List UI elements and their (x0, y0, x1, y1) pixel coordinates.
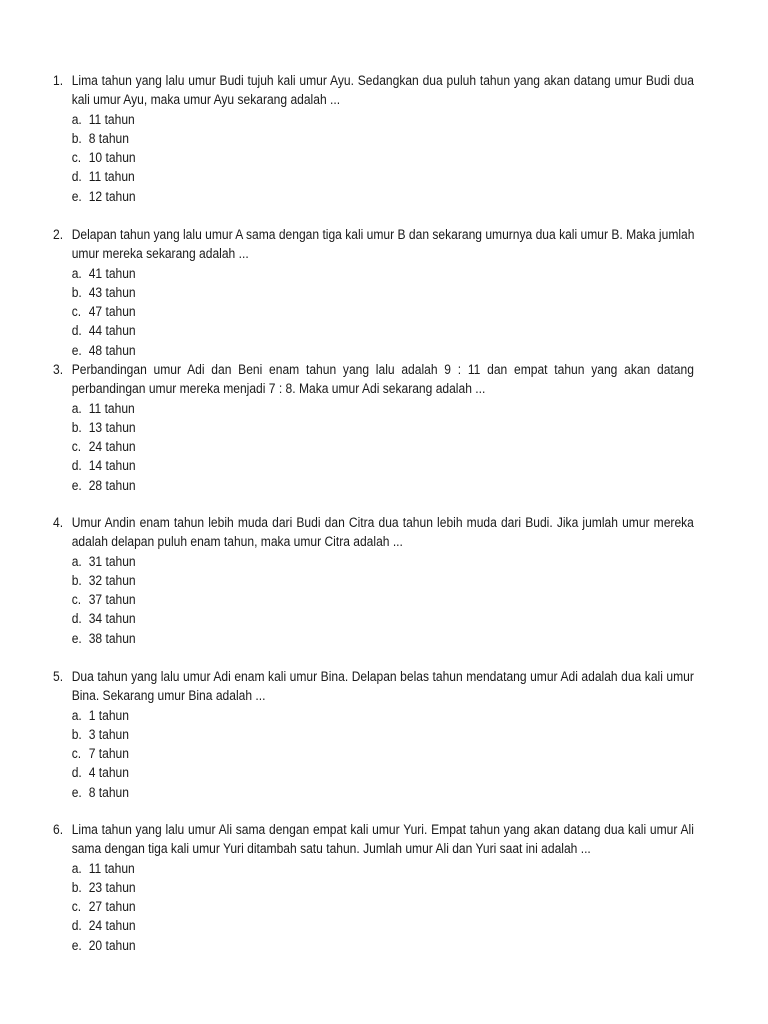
answer-option (72, 572, 694, 591)
answer-option (72, 726, 694, 745)
option-text: 24 tahun (88, 918, 136, 935)
option-letter: d. (71, 323, 82, 340)
option-text: 12 tahun (88, 188, 136, 205)
answer-option (72, 477, 694, 496)
option-letter: e. (71, 784, 82, 801)
option-text: 31 tahun (88, 553, 136, 570)
answer-option (72, 284, 694, 303)
question-text-line-1: Umur Andin enam tahun lebih muda dari Budi dan Citra dua tahun lebih muda dari Budi. Jika jumlah umur mereka (71, 515, 694, 531)
option-letter: b. (71, 419, 82, 436)
option-letter: a. (71, 400, 82, 417)
answer-option (72, 630, 694, 649)
option-text: 27 tahun (88, 899, 136, 916)
option-letter: a. (71, 265, 82, 282)
option-letter: b. (71, 879, 82, 896)
option-text: 28 tahun (88, 477, 136, 494)
answer-option (72, 745, 694, 764)
answer-option (72, 400, 694, 419)
question-number: 6. (53, 822, 64, 838)
option-letter: d. (71, 458, 82, 475)
answer-option (72, 707, 694, 726)
option-letter: c. (71, 150, 82, 167)
option-letter: b. (71, 726, 82, 743)
option-text: 48 tahun (88, 342, 136, 359)
option-letter: d. (71, 765, 82, 782)
answer-option (72, 591, 694, 610)
question-number: 3. (53, 362, 64, 378)
option-text: 38 tahun (88, 630, 136, 647)
option-letter: a. (71, 860, 82, 877)
option-text: 8 tahun (88, 784, 129, 801)
option-text: 4 tahun (88, 765, 129, 782)
option-text: 23 tahun (88, 879, 136, 896)
option-letter: e. (71, 342, 82, 359)
question-text-line-1: Perbandingan umur Adi dan Beni enam tahun yang lalu adalah 9 : 11 dan empat tahun yang akan datang (71, 362, 694, 378)
question-4 (53, 514, 694, 649)
option-letter: c. (71, 592, 82, 609)
answer-option (72, 553, 694, 572)
question-2 (53, 226, 694, 361)
question-6 (53, 821, 694, 956)
option-text: 34 tahun (88, 611, 136, 628)
option-text: 1 tahun (88, 707, 129, 724)
option-letter: e. (71, 188, 82, 205)
option-letter: a. (71, 111, 82, 128)
option-text: 24 tahun (88, 439, 136, 456)
question-text-line-2: Bina. Sekarang umur Bina adalah ... (71, 688, 266, 705)
option-letter: d. (71, 169, 82, 186)
option-text: 11 tahun (88, 400, 135, 417)
question-number: 1. (53, 73, 64, 89)
answer-option (72, 610, 694, 629)
question-text-line-2: umur mereka sekarang adalah ... (71, 246, 249, 263)
option-text: 3 tahun (88, 726, 129, 743)
answer-option (72, 342, 694, 361)
answer-option (72, 149, 694, 168)
option-text: 44 tahun (88, 323, 136, 340)
option-letter: a. (71, 707, 82, 724)
question-text-line-1: Lima tahun yang lalu umur Ali sama dengan empat kali umur Yuri. Empat tahun yang akan datang dua kali umur Ali (71, 822, 694, 838)
question-number: 5. (53, 669, 64, 685)
answer-option (72, 322, 694, 341)
option-text: 10 tahun (88, 150, 136, 167)
answer-option (72, 879, 694, 898)
question-5 (53, 668, 694, 803)
answer-option (72, 860, 694, 879)
question-text-line-2: kali umur Ayu, maka umur Ayu sekarang adalah ... (71, 92, 341, 109)
option-text: 47 tahun (88, 304, 136, 321)
option-text: 43 tahun (88, 284, 136, 301)
answer-option (72, 457, 694, 476)
option-text: 7 tahun (88, 746, 129, 763)
answer-option (72, 764, 694, 783)
option-text: 11 tahun (88, 111, 135, 128)
option-text: 20 tahun (88, 937, 136, 954)
answer-option (72, 111, 694, 130)
option-text: 41 tahun (88, 265, 136, 282)
option-text: 32 tahun (88, 572, 136, 589)
answer-option (72, 265, 694, 284)
question-text-line-2: sama dengan tiga kali umur Yuri ditambah satu tahun. Jumlah umur Ali dan Yuri saat ini adalah ... (71, 841, 591, 858)
option-letter: c. (71, 304, 82, 321)
answer-option (72, 917, 694, 936)
option-text: 8 tahun (88, 130, 129, 147)
option-letter: b. (71, 284, 82, 301)
option-text: 13 tahun (88, 419, 136, 436)
answer-option (72, 438, 694, 457)
question-1 (53, 72, 694, 207)
option-text: 37 tahun (88, 592, 136, 609)
question-number: 2. (53, 227, 64, 243)
question-number: 4. (53, 515, 64, 531)
answer-option (72, 898, 694, 917)
option-text: 11 tahun (88, 860, 135, 877)
option-text: 14 tahun (88, 458, 136, 475)
option-text: 11 tahun (88, 169, 135, 186)
option-letter: c. (71, 439, 82, 456)
question-text-line-1: Dua tahun yang lalu umur Adi enam kali umur Bina. Delapan belas tahun mendatang umur Adi adalah dua kali umur (71, 669, 694, 685)
option-letter: c. (71, 899, 82, 916)
question-text-line-1: Delapan tahun yang lalu umur A sama dengan tiga kali umur B dan sekarang umurnya dua kali umur B. Maka jumlah (71, 227, 695, 243)
option-letter: a. (71, 553, 82, 570)
answer-option (72, 419, 694, 438)
option-letter: e. (71, 477, 82, 494)
answer-option (72, 130, 694, 149)
question-3 (53, 361, 694, 496)
option-letter: e. (71, 937, 82, 954)
question-text-line-1: Lima tahun yang lalu umur Budi tujuh kali umur Ayu. Sedangkan dua puluh tahun yang akan datang umur Budi dua (71, 73, 694, 89)
option-letter: d. (71, 918, 82, 935)
question-text-line-2: perbandingan umur mereka menjadi 7 : 8. Maka umur Adi sekarang adalah ... (71, 381, 486, 398)
option-letter: b. (71, 572, 82, 589)
answer-option (72, 303, 694, 322)
answer-option (72, 784, 694, 803)
option-letter: c. (71, 746, 82, 763)
answer-option (72, 937, 694, 956)
option-letter: e. (71, 630, 82, 647)
answer-option (72, 168, 694, 187)
option-letter: d. (71, 611, 82, 628)
answer-option (72, 188, 694, 207)
option-letter: b. (71, 130, 82, 147)
question-text-line-2: adalah delapan puluh enam tahun, maka umur Citra adalah ... (71, 534, 403, 551)
